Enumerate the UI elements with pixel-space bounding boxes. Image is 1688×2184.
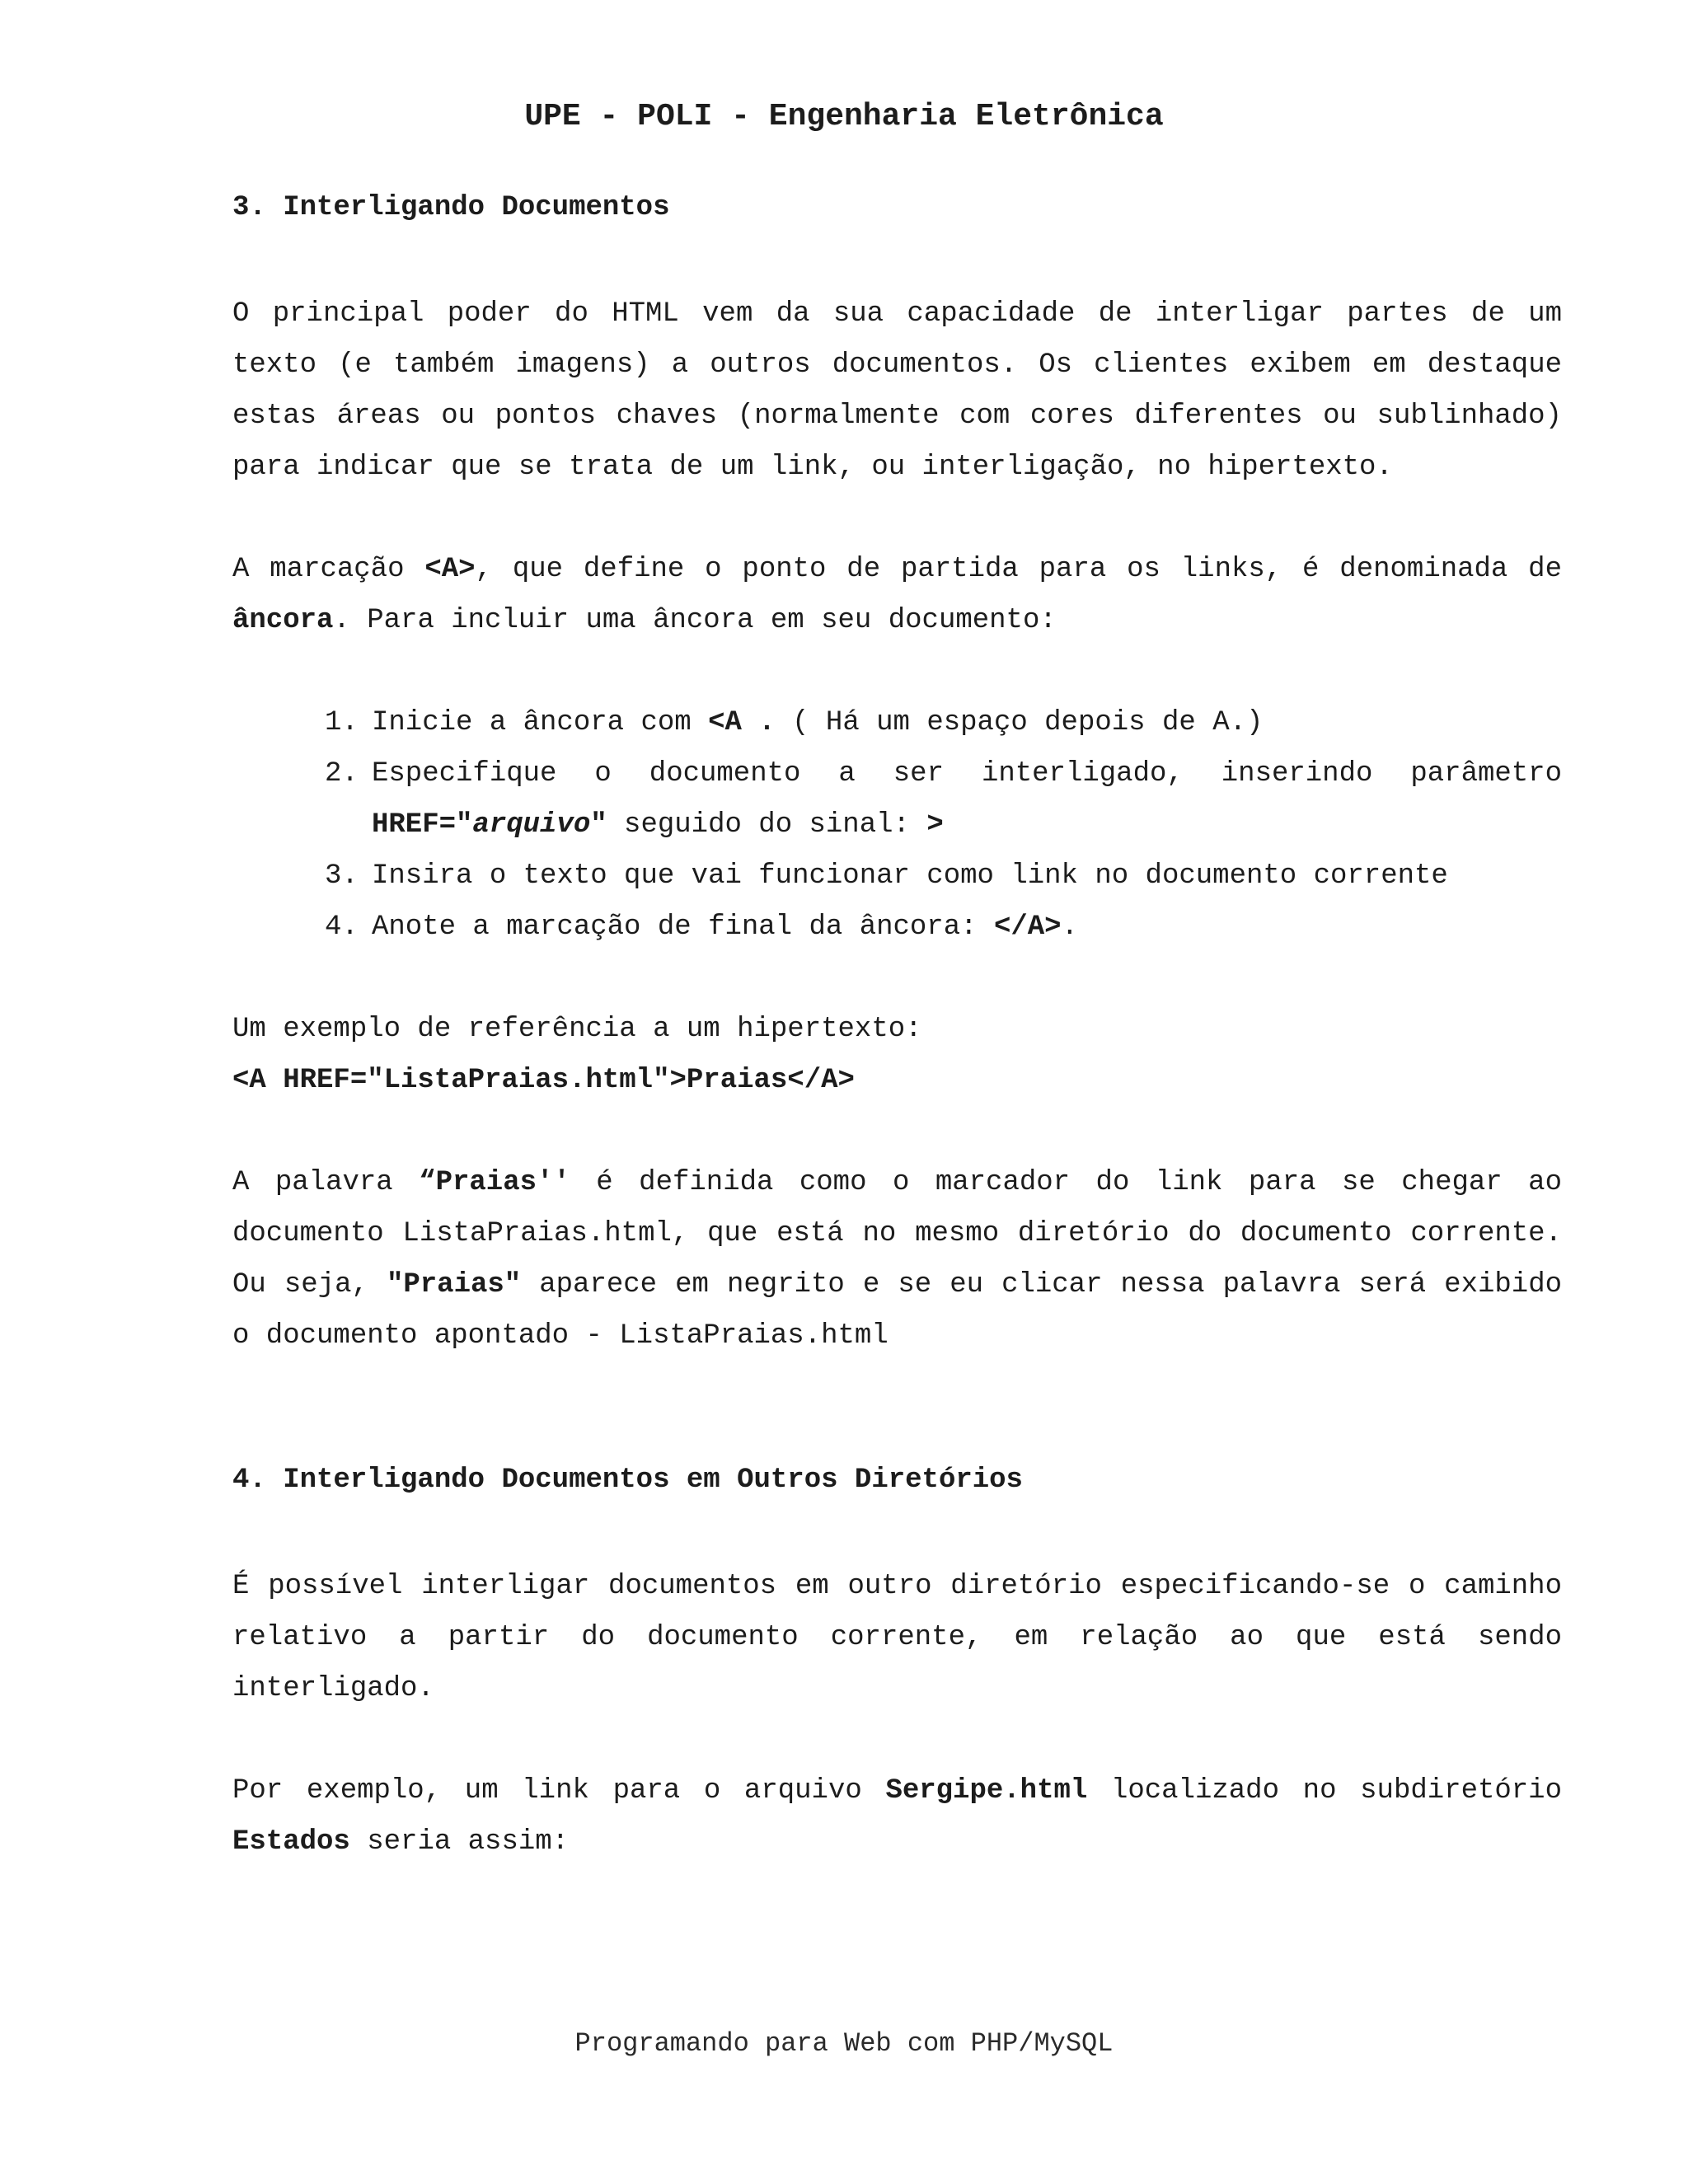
text-span: seria assim: xyxy=(349,1826,570,1858)
text-span: seguido do sinal: xyxy=(607,809,927,841)
highlighted-word: "Praias" xyxy=(386,1269,522,1301)
code-fragment: </A> xyxy=(993,912,1062,943)
code-fragment: " xyxy=(590,809,607,841)
step-number: 4. xyxy=(325,912,359,943)
text-span: A palavra xyxy=(232,1167,420,1198)
code-fragment: HREF=" xyxy=(372,809,473,841)
text-span: , que define o ponto de partida para os links, é denominada de xyxy=(475,554,1562,585)
anchor-tag-code: <A> xyxy=(424,554,476,585)
example-code: <A HREF="ListaPraias.html">Praias</A> xyxy=(232,1065,855,1096)
text-span: ( Há um espaço depois de A.) xyxy=(775,707,1264,738)
text-span: Especifique o documento a ser interligado, inserindo parâmetro xyxy=(372,758,1562,790)
anchor-term: âncora xyxy=(232,605,334,636)
page-content xyxy=(232,188,1562,1868)
example-intro: Um exemplo de referência a um hipertexto: xyxy=(232,1014,922,1045)
step-item xyxy=(325,851,1562,902)
page-header: UPE - POLI - Engenharia Eletrônica xyxy=(524,99,1164,134)
section-4-paragraph-1: É possível interligar documentos em outro diretório especificando-se o caminho relativo a partir do documento corrente, em relação ao que está sendo interligado. xyxy=(232,1571,1562,1704)
text-span: localizado no subdiretório xyxy=(1087,1775,1562,1807)
section-3-paragraph-2 xyxy=(232,544,1562,646)
file-name: Sergipe.html xyxy=(885,1775,1088,1807)
text-span: . xyxy=(1061,912,1078,943)
section-3-paragraph-1: O principal poder do HTML vem da sua capacidade de interligar partes de um texto (e também imagens) a outros documentos. Os clientes exibem em destaque estas áreas ou pontos chaves (normalmente com cores diferentes ou sublinhado) para indicar que se trata de um link, ou interligação, no hipertexto. xyxy=(232,298,1562,483)
text-span: Anote a marcação de final da âncora: xyxy=(372,912,994,943)
section-3-title: 3. Interligando Documentos xyxy=(232,192,670,223)
section-4-paragraph-2 xyxy=(232,1765,1562,1868)
section-4-title: 4. Interligando Documentos em Outros Diretórios xyxy=(232,1465,1023,1496)
step-number: 2. xyxy=(325,758,359,790)
steps-list xyxy=(232,697,1562,953)
directory-name: Estados xyxy=(232,1826,350,1858)
step-item xyxy=(325,748,1562,851)
text-span: é definida como o marcador do link para se chegar ao documento ListaPraias.html, que está no mesmo diretório do documento corrente. Ou seja, xyxy=(232,1167,1562,1301)
step-item xyxy=(325,697,1562,748)
text-span: aparece em negrito e se eu clicar nessa palavra será exibido o documento apontado - ListaPraias.html xyxy=(232,1269,1562,1352)
text-span: . Para incluir uma âncora em seu documento: xyxy=(333,605,1057,636)
code-placeholder: arquivo xyxy=(472,809,591,841)
page-footer: Programando para Web com PHP/MySQL xyxy=(574,2028,1114,2059)
text-span: Por exemplo, um link para o arquivo xyxy=(232,1775,886,1807)
text-span: A marcação xyxy=(232,554,425,585)
step-number: 1. xyxy=(325,707,359,738)
highlighted-word: “Praias'' xyxy=(419,1167,570,1198)
text-span: Inicie a âncora com xyxy=(372,707,709,738)
text-span: Insira o texto que vai funcionar como link no documento corrente xyxy=(372,860,1448,892)
step-number: 3. xyxy=(325,860,359,892)
code-fragment: > xyxy=(926,809,944,841)
code-fragment: <A . xyxy=(708,707,776,738)
section-3-paragraph-3 xyxy=(232,1157,1562,1361)
step-item xyxy=(325,902,1562,953)
